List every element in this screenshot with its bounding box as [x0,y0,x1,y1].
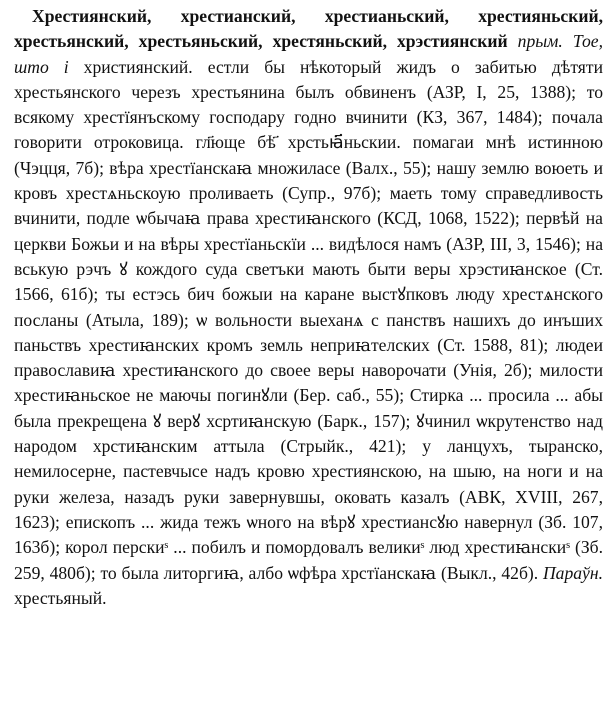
definition-target: християнский. [83,56,193,77]
headword: Хрестиянский, хрестианский, хрестианьский, хрестияньский, хрестьянский, хрестьяньский, хрестяньский, хрэстиянский [14,6,603,52]
definition: Тое, што і [14,31,603,77]
grammar-label: прым. [517,31,563,52]
citations: естли бы нѣкоторый жидъ о забитью дѣтяти хрестьянского черезъ хрестьянина былъ обвиненъ (АЗР, І, 25, 1388); то всякому хрестїянъскому господару годно вчинити (КЗ, 367, 1484); почала говорити отроковица. гл҃юще бѣ҃ хрстьꙗ҃ньскии. помагаи мнѣ истинною (Чэцця, 7б); вѣра хрестїанскаꙗ множиласе (Валх., 55); нашу землю воюеть и кровъ хрестѧньскоую проливаеть (Супр., 97б); маеть тому справедливость вчинити, подле ѡбычаꙗ права хрестиꙗнского (КСД, 1068, 1522); первѣй на церкви Божьи и на вѣры хрестїаньскїи ... видѣлося намъ (АЗР, ІІІ, 3, 1546); на вськую рэчъ ꙋ кождого суда светъки мають быти веры хрэстиꙗнское (Ст. 1566, 61б); ты естэсь бич божыи на каране выстꙋпковъ люду хрестѧнского посланы (Атыла, 189); ѡ вольности выеханѧ с панствъ нашихъ до инъших паньствъ хрестиꙗнских кромъ земль неприꙗтелских (Ст. 1588, 81); людеи православиꙗ хрестиꙗнского до своее веры наворочати (Унія, 2б); милости хрестиꙗньское не маючы погинꙋли (Бер. саб., 55); Стирка ... просила ... абы была прекрещена ꙋ верꙋ хсртиꙗнскую (Барк., 157); ꙋчинил ѡкрутенство над народом хрстиꙗнским аттыла (Стрыйк., 421); у ланцухъ, тыранско, немилосерне, пастевчысе надъ кровю хрестиянскою, на шыю, на ноги и на руки железа, назадъ руки завернувшы, оковать казалъ (АВК, XVIII, 267, 1623); епископъ ... жида тежъ ѡного на вѣрꙋ хрестиансꙋю навернул (Зб. 107, 163б); корол перскиˢ ... побилъ и помордовалъ великиˢ люд хрестиꙗнскиˢ (Зб. 259, 480б); то была литоргиꙗ, албо ѡфѣра хрстїанскаꙗ (Выкл., 42б). [14,56,603,583]
cross-reference-label: Параўн. [542,562,603,583]
cross-reference-target: хрестьяный. [14,587,107,608]
dictionary-entry [14,4,603,611]
